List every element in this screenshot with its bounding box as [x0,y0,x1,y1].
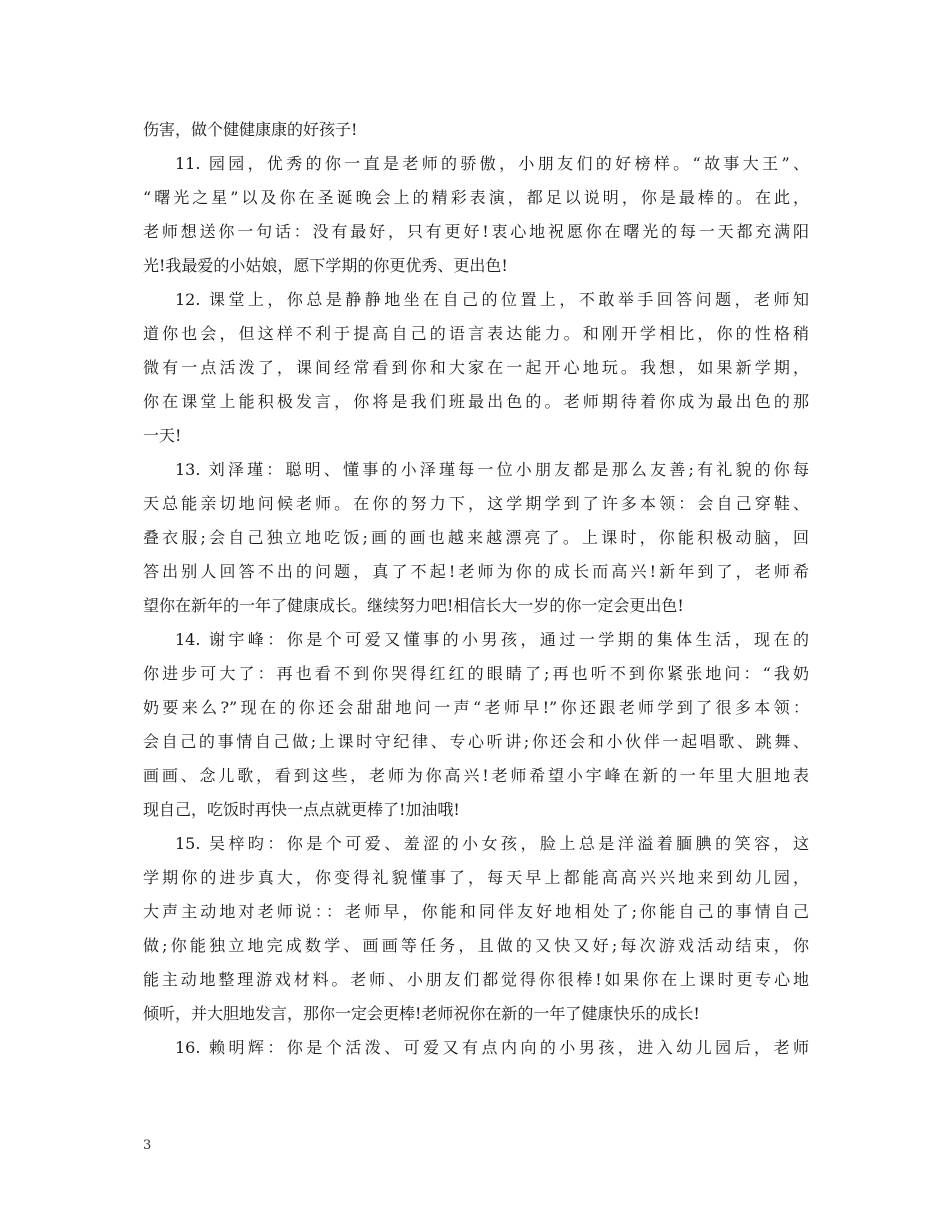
text-line: 一天! [143,426,182,445]
text-line: 微有一点活泼了，课间经常看到你和大家在一起开心地玩。我想，如果新学期， [143,358,809,377]
text-line: 11. 园园，优秀的你一直是老师的骄傲，小朋友们的好榜样。“故事大王”、 [175,154,809,173]
text-line: 画画、念儿歌，看到这些，老师为你高兴!老师希望小宇峰在新的一年里大胆地表 [143,766,809,785]
text-line: 13. 刘泽瑾：聪明、懂事的小泽瑾每一位小朋友都是那么友善;有礼貌的你每 [175,460,809,479]
text-line: 做;你能独立地完成数学、画画等任务，且做的又快又好;每次游戏活动结束，你 [143,936,809,955]
text-line: 会自己的事情自己做;上课时守纪律、专心听讲;你还会和小伙伴一起唱歌、跳舞、 [143,732,809,751]
text-line: 伤害，做个健健康康的好孩子! [143,120,358,139]
text-line: 现自己，吃饭时再快一点点就更棒了!加油哦! [143,800,460,819]
text-line: 大声主动地对老师说：：老师早，你能和同伴友好地相处了;你能自己的事情自己 [143,902,809,921]
text-line: “曙光之星”以及你在圣诞晚会上的精彩表演，都足以说明，你是最棒的。在此， [143,188,809,207]
text-line: 光!我最爱的小姑娘，愿下学期的你更优秀、更出色! [143,256,508,275]
text-line: 道你也会，但这样不利于提高自己的语言表达能力。和刚开学相比，你的性格稍 [143,324,809,343]
text-line: 望你在新年的一年了健康成长。继续努力吧!相信长大一岁的你一定会更出色! [143,596,684,615]
text-line: 16. 赖明辉：你是个活泼、可爱又有点内向的小男孩，进入幼儿园后，老师 [175,1038,809,1057]
text-line: 答出别人回答不出的问题，真了不起!老师为你的成长而高兴!新年到了，老师希 [143,562,809,581]
text-line: 老师想送你一句话：没有最好，只有更好!衷心地祝愿你在曙光的每一天都充满阳 [143,222,809,241]
text-line: 叠衣服;会自己独立地吃饭;画的画也越来越漂亮了。上课时，你能积极动脑，回 [143,528,809,547]
body-text [143,113,809,1065]
text-line: 15. 吴梓昀：你是个可爱、羞涩的小女孩，脸上总是洋溢着腼腆的笑容，这 [175,834,809,853]
page-number: 3 [143,1138,152,1153]
text-line: 倾听，并大胆地发言，那你一定会更棒!老师祝你在新的一年了健康快乐的成长! [143,1004,700,1023]
text-line: 天总能亲切地问候老师。在你的努力下，这学期学到了许多本领：会自己穿鞋、 [143,494,809,513]
text-line: 学期你的进步真大，你变得礼貌懂事了，每天早上都能高高兴兴地来到幼儿园， [143,868,809,887]
text-line: 你进步可大了：再也看不到你哭得红红的眼睛了;再也听不到你紧张地问：“我奶 [143,664,809,683]
text-line: 14. 谢宇峰：你是个可爱又懂事的小男孩，通过一学期的集体生活，现在的 [175,630,809,649]
text-line: 12. 课堂上，你总是静静地坐在自己的位置上，不敢举手回答问题，老师知 [175,290,809,309]
text-line: 奶要来么?”现在的你还会甜甜地问一声“老师早!”你还跟老师学到了很多本领： [143,698,809,717]
text-line: 你在课堂上能积极发言，你将是我们班最出色的。老师期待着你成为最出色的那 [143,392,809,411]
text-line: 能主动地整理游戏材料。老师、小朋友们都觉得你很棒!如果你在上课时更专心地 [143,970,809,989]
